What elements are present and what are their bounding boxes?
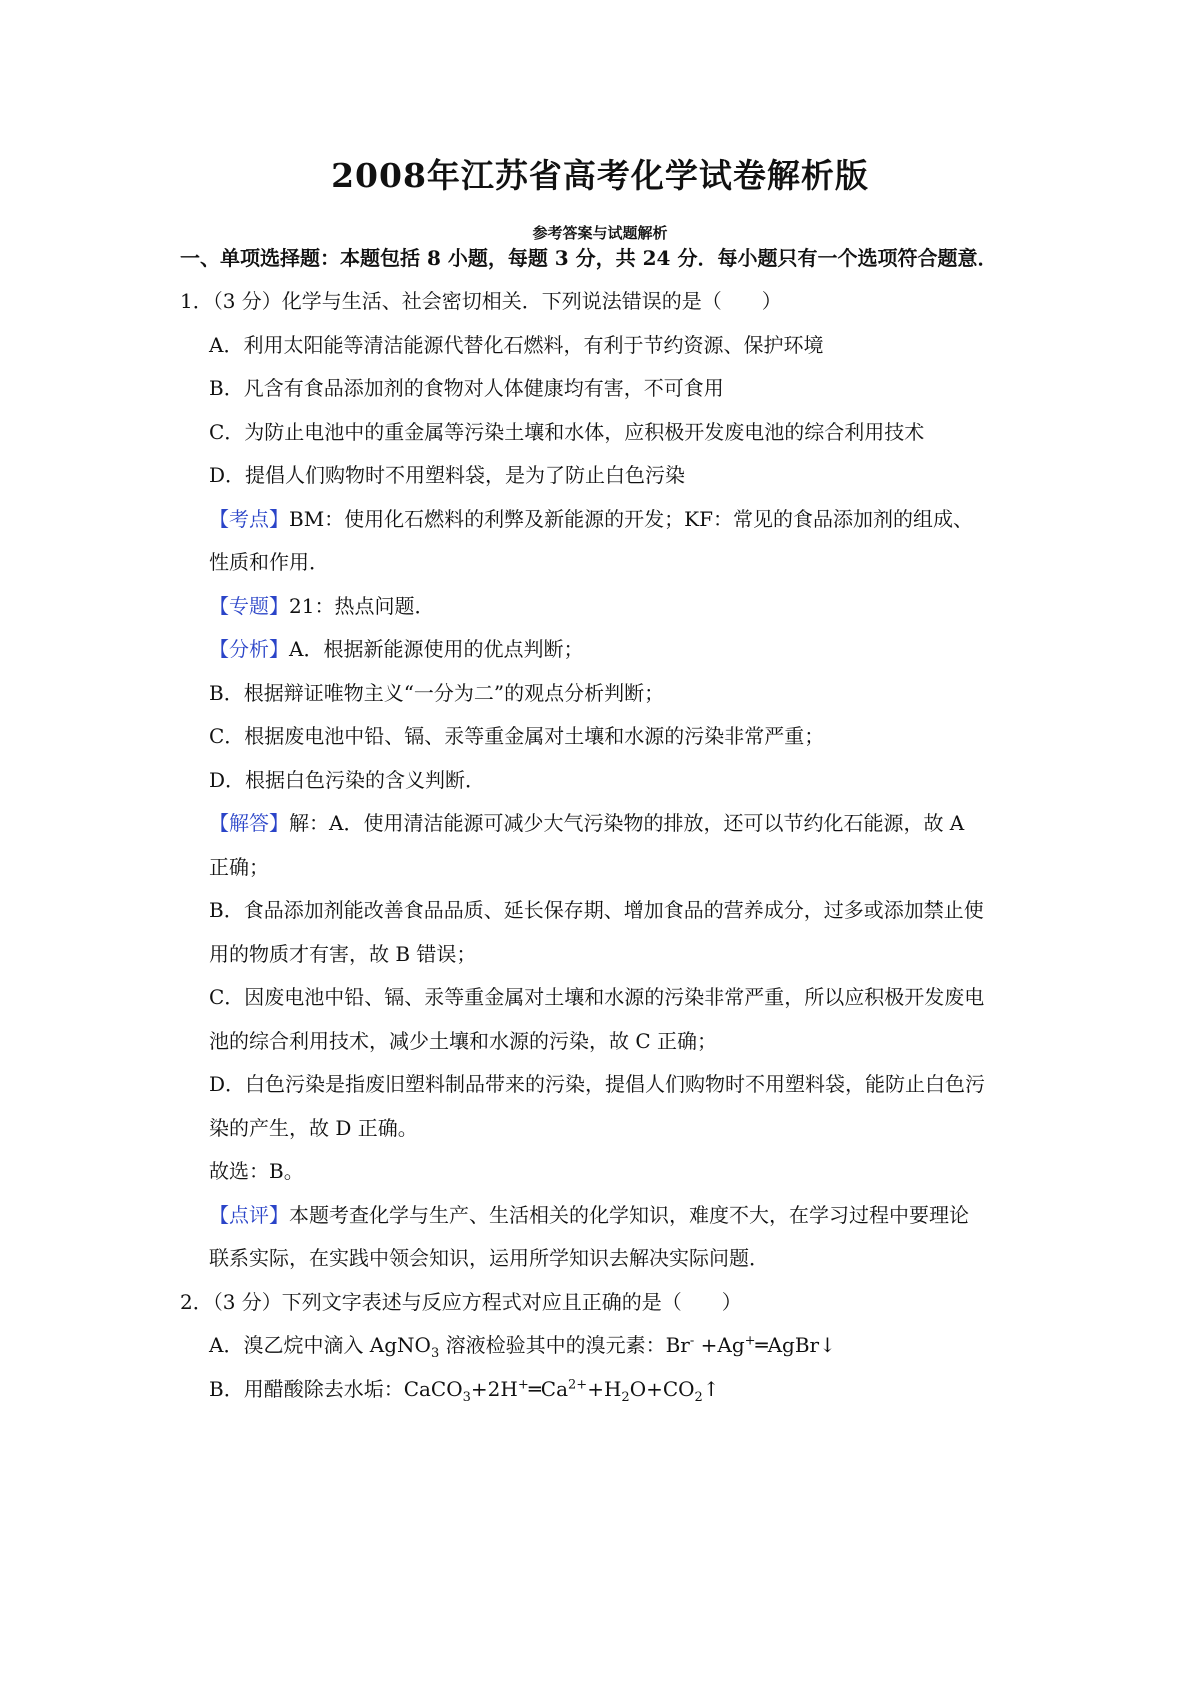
kaodian-line (209, 505, 973, 533)
question-2-option-a (209, 1331, 836, 1359)
kaodian-text-cont: 性质和作用． (209, 550, 329, 574)
fenxi-item: D．根据白色污染的含义判断． (209, 768, 486, 792)
subscript: 3 (462, 1390, 471, 1405)
zhuanti-line (209, 592, 434, 620)
jieda-item: 用的物质才有害，故 B 错误； (209, 942, 477, 966)
question-1-stem: 1．（3 分）化学与生活、社会密切相关．下列说法错误的是（ ） (180, 289, 782, 313)
zhuanti-text: 21：热点问题． (289, 594, 435, 618)
jieda-item: C．因废电池中铅、镉、汞等重金属对土壤和水源的污染非常严重，所以应积极开发废电 (209, 985, 985, 1009)
document-subtitle: 参考答案与试题解析 (532, 224, 668, 242)
kaodian-tag: 【考点】 (209, 507, 289, 531)
question-1-option-a: A．利用太阳能等清洁能源代替化石燃料，有利于节约资源、保护环境 (209, 333, 824, 357)
superscript: + (744, 1333, 756, 1349)
jieda-item: 染的产生，故 D 正确。 (209, 1116, 418, 1140)
superscript: 2+ (568, 1377, 588, 1393)
jieda-text: 解：A．使用清洁能源可减少大气污染物的排放，还可以节约化石能源，故 A (289, 811, 965, 835)
document-title: 2008年江苏省高考化学试卷解析版 (331, 156, 869, 195)
question-2-stem: 2．（3 分）下列文字表述与反应方程式对应且正确的是（ ） (180, 1290, 742, 1314)
question-1-option-c: C．为防止电池中的重金属等污染土壤和水体，应积极开发废电池的综合利用技术 (209, 420, 925, 444)
subscript: 2 (621, 1390, 630, 1405)
option-a-text: A．溴乙烷中滴入 AgNO (209, 1333, 431, 1357)
jieda-item: B．食品添加剂能改善食品品质、延长保存期、增加食品的营养成分，过多或添加禁止使 (209, 898, 984, 922)
jieda-item: D．白色污染是指废旧塑料制品带来的污染，提倡人们购物时不用塑料袋，能防止白色污 (209, 1072, 986, 1096)
subscript: 2 (694, 1390, 703, 1405)
option-a-text: +Ag (694, 1333, 745, 1357)
fenxi-tag: 【分析】 (209, 637, 289, 661)
jieda-item: 池的综合利用技术，减少土壤和水源的污染，故 C 正确； (209, 1029, 718, 1053)
option-b-text: B．用醋酸除去水垢：CaCO (209, 1377, 463, 1401)
option-b-text: +2H (470, 1377, 518, 1401)
option-b-text: ═Ca (528, 1377, 569, 1401)
dianping-tag: 【点评】 (209, 1203, 289, 1227)
jieda-item: 正确； (209, 855, 269, 879)
question-1-option-b: B．凡含有食品添加剂的食物对人体健康均有害，不可食用 (209, 376, 724, 400)
fenxi-item: C．根据废电池中铅、镉、汞等重金属对土壤和水源的污染非常严重； (209, 724, 825, 748)
option-a-text: ═AgBr↓ (755, 1333, 836, 1357)
zhuanti-tag: 【专题】 (209, 594, 289, 618)
fenxi-item: B．根据辩证唯物主义“一分为二”的观点分析判断； (209, 681, 665, 705)
superscript: + (517, 1377, 529, 1393)
section-heading: 一、单项选择题：本题包括 8 小题，每题 3 分，共 24 分．每小题只有一个选项符合题意． (180, 246, 998, 270)
dianping-line (209, 1201, 969, 1229)
question-1-option-d: D．提倡人们购物时不用塑料袋，是为了防止白色污染 (209, 463, 686, 487)
jieda-tag: 【解答】 (209, 811, 289, 835)
option-b-text: +H (587, 1377, 622, 1401)
kaodian-text: BM：使用化石燃料的利弊及新能源的开发；KF：常见的食品添加剂的组成、 (289, 507, 973, 531)
dianping-text: 本题考查化学与生产、生活相关的化学知识，难度不大，在学习过程中要理论 (289, 1203, 969, 1227)
option-a-text: 溶液检验其中的溴元素：Br (439, 1333, 690, 1357)
question-2-option-b (209, 1375, 720, 1403)
jieda-answer: 故选：B。 (209, 1159, 304, 1183)
option-b-text: O+CO (629, 1377, 695, 1401)
superscript: - (689, 1333, 695, 1349)
fenxi-text: A．根据新能源使用的优点判断； (289, 637, 584, 661)
dianping-text-cont: 联系实际，在实践中领会知识，运用所学知识去解决实际问题． (209, 1246, 769, 1270)
subscript: 3 (430, 1346, 440, 1361)
option-b-text: ↑ (702, 1377, 720, 1401)
fenxi-line (209, 635, 583, 663)
jieda-line (209, 809, 964, 837)
